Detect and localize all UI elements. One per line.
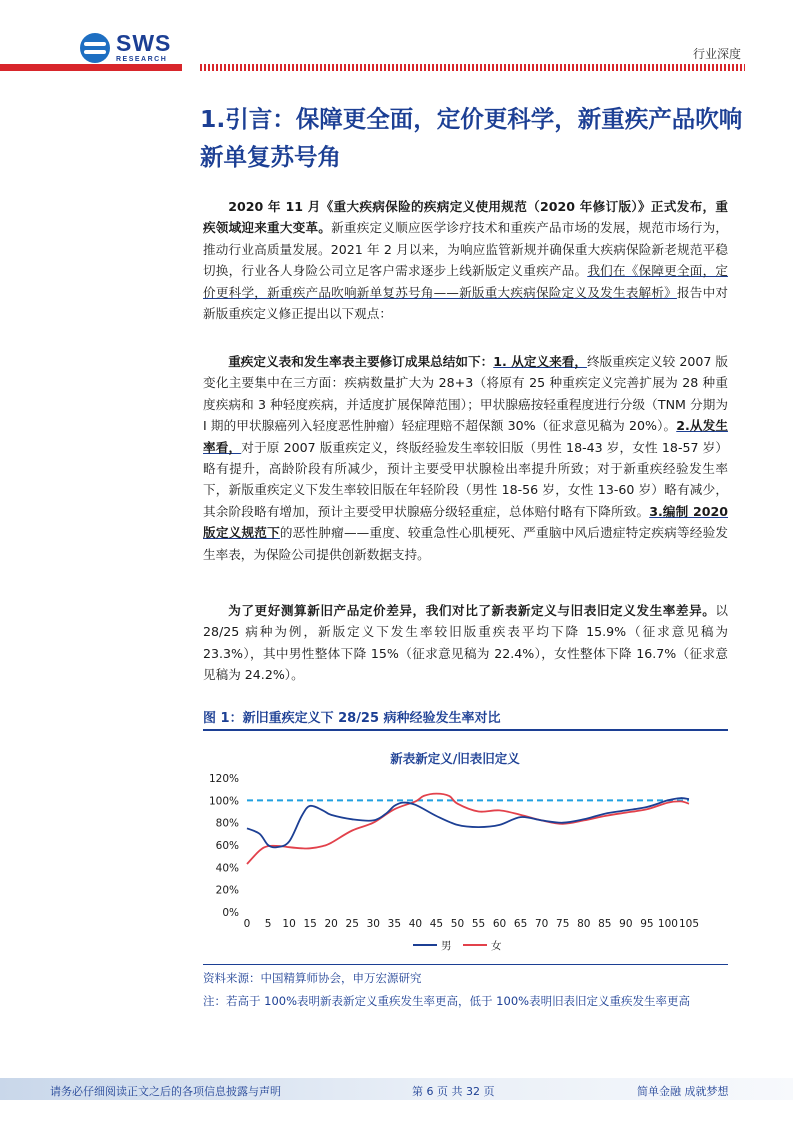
y-tick-label: 60%	[215, 840, 239, 852]
x-tick-label: 85	[598, 918, 612, 930]
paragraph-summary	[203, 351, 728, 565]
sws-logo	[80, 32, 171, 63]
section-title: 1.引言：保障更全面，定价更科学，新重疾产品吹响新单复苏号角	[200, 105, 743, 171]
figure-note: 注：若高于 100%表明新表新定义重疾发生率更高，低于 100%表明旧表旧定义重疾发生率更高	[203, 994, 691, 1008]
y-axis	[209, 773, 239, 919]
logo-text: SWS	[116, 30, 172, 56]
figure-rule-top	[203, 729, 728, 731]
series-line-男	[247, 798, 689, 847]
footer-disclaimer: 请务必仔细阅读正文之后的各项信息披露与声明	[50, 1085, 281, 1098]
comparison-text: 以 28/25 病种为例，新版定义下发生率较旧版重疾表平均下降 15.9%（征求意见稿为 23.3%），其中男性整体下降 15%（征求意见稿为 22.4%），女性整体下降 16.7%（征求意见稿为 24.2%）。	[203, 603, 728, 683]
y-tick-label: 0%	[222, 907, 239, 919]
chart-legend	[413, 939, 502, 952]
intro-text: 新重疾定义顺应医学诊疗技术和重疾产品市场的发展，规范市场行为，推动行业高质量发展。2021 年 2 月以来，为响应监管新规并确保重大疾病保险新老规范平稳切换，行业各人身险公司立足客户需求逐步上线新版定义重疾产品。	[203, 220, 729, 279]
x-tick-label: 45	[429, 918, 444, 930]
y-tick-label: 100%	[208, 795, 239, 808]
y-tick-label: 40%	[215, 862, 239, 875]
series-line-女	[247, 794, 689, 864]
x-tick-label: 55	[471, 918, 486, 930]
summary-text-3: 的恶性肿瘤——重度、较重急性心肌梗死、严重脑中风后遗症特定疾病等经验发生率表，为保险公司提供创新数据支持。	[203, 525, 729, 562]
summary-point-3: 3.编制 2020 版定义规范下	[203, 503, 729, 541]
summary-point-2: 2.从发生率看，	[203, 418, 728, 455]
x-tick-label: 25	[345, 918, 359, 930]
figure-caption: 图 1：新旧重疾定义下 28/25 病种经验发生率对比	[203, 711, 501, 726]
x-tick-label: 20	[324, 918, 338, 930]
paragraph-intro	[203, 196, 728, 324]
x-tick-label: 35	[387, 918, 402, 930]
x-tick-label: 105	[678, 918, 700, 930]
x-tick-label: 5	[264, 918, 272, 930]
intro-text-end: 报告中对新版重疾定义修正提出以下观点：	[203, 284, 729, 322]
chart-title: 新表新定义/旧表旧定义	[390, 751, 520, 766]
sws-logo-icon	[80, 33, 110, 63]
x-tick-label: 80	[577, 918, 591, 930]
intro-bold: 2020 年 11 月《重大疾病保险的疾病定义使用规范（2020 年修订版）》正式发布，重疾领域迎来重大变革。	[203, 199, 728, 236]
page-number: 第 6 页 共 32 页	[412, 1085, 495, 1098]
header-rule-red	[0, 64, 182, 71]
x-tick-label: 90	[619, 918, 633, 930]
x-tick-label: 15	[303, 918, 317, 930]
x-tick-label: 65	[513, 918, 528, 930]
summary-bold: 重疾定义表和发生率表主要修订成果总结如下：	[228, 354, 494, 369]
page-header	[0, 0, 793, 80]
figure-rule-bottom	[203, 964, 728, 965]
comparison-bold: 为了更好测算新旧产品定价差异，我们对比了新表新定义与旧表旧定义发生率差异。	[228, 603, 716, 618]
summary-text-1: 终版重疾定义较 2007 版变化主要集中在三方面：疾病数量扩大为 28+3（将原有 25 种重疾定义完善扩展为 28 种重度疾病和 3 种轻度疾病，并适度扩展保障范围）；甲状腺癌按轻重程度进行分级（TNM 分期为 I 期的甲状腺癌列入轻度恶性肿瘤）轻症理赔不超保额 30%（征求意见稿为 20%）。	[203, 354, 729, 434]
x-tick-label: 0	[243, 918, 251, 930]
x-tick-label: 70	[534, 918, 549, 930]
summary-point-1: 1. 从定义来看，	[493, 354, 587, 369]
logo-subtext: RESEARCH	[116, 56, 168, 63]
legend-label: 男	[441, 940, 452, 952]
header-rule-stripe	[200, 64, 745, 71]
x-tick-label: 60	[492, 918, 507, 930]
x-tick-label: 40	[408, 918, 423, 930]
footer-slogan: 简单金融 成就梦想	[637, 1085, 729, 1098]
y-tick-label: 80%	[215, 817, 239, 830]
y-tick-label: 120%	[208, 773, 239, 785]
figure-source: 资料来源：中国精算师协会，申万宏源研究	[203, 971, 422, 985]
summary-text-2: 对于原 2007 版重疾定义，终版经验发生率较旧版（男性 18-43 岁，女性 18-57 岁）略有提升，高龄阶段有所减少，预计主要受甲状腺检出率提升所致；对于新重疾经验发生率下，新版重疾定义下发生率较旧版在年轻阶段（男性 18-56 岁，女性 13-60 岁）略有减少，其余阶段略有增加，预计主要受甲状腺癌分级轻重症，总体赔付略有下降所致。	[203, 439, 729, 519]
x-tick-label: 95	[640, 918, 654, 930]
y-tick-label: 20%	[215, 884, 239, 897]
chart-series	[247, 794, 689, 864]
report-type-tag: 行业深度	[692, 47, 741, 61]
x-tick-label: 75	[556, 918, 570, 930]
x-tick-label: 100	[657, 918, 678, 930]
x-tick-label: 10	[282, 918, 296, 930]
x-tick-label: 50	[450, 918, 465, 930]
x-axis	[244, 918, 699, 930]
legend-label: 女	[491, 940, 502, 952]
x-tick-label: 30	[366, 918, 380, 930]
intro-report-reference: 我们在《保障更全面，定价更科学，新重疾产品吹响新单复苏号角——新版重大疾病保险定义及发生表解析》	[203, 263, 729, 300]
page-footer	[0, 1078, 793, 1100]
paragraph-comparison	[203, 600, 728, 686]
incidence-ratio-chart	[203, 736, 728, 960]
